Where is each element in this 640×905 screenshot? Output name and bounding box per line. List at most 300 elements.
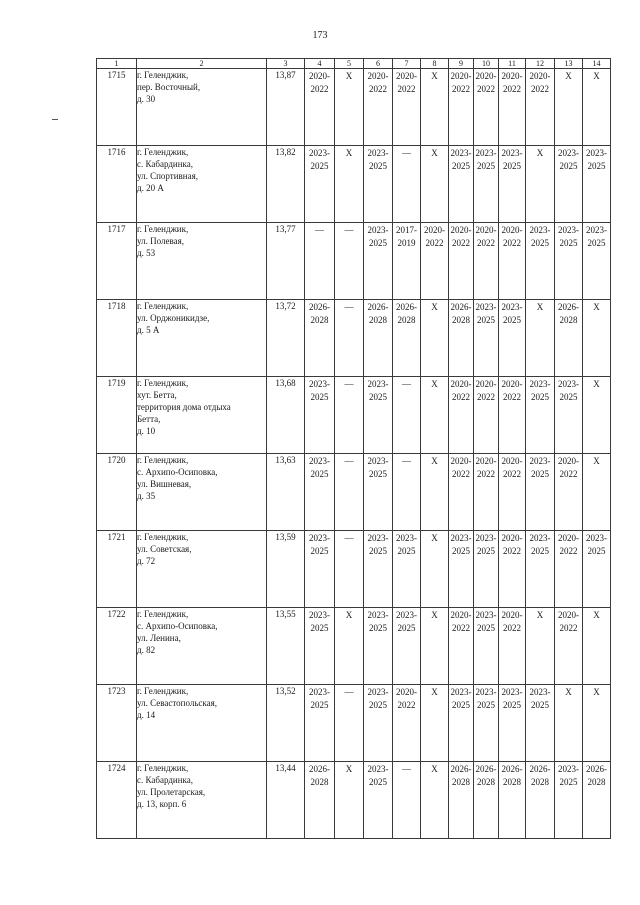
table-body	[97, 69, 611, 839]
address-line: д. 14	[137, 710, 156, 720]
period-cell	[364, 146, 393, 223]
period-cell	[555, 608, 583, 685]
period-cell	[526, 223, 555, 300]
column-number-row	[97, 59, 611, 69]
year-range-part: 2028	[587, 777, 606, 787]
year-range-part: 2025	[531, 238, 549, 248]
period-cell	[421, 531, 449, 608]
year-range-part: 2026-	[367, 302, 389, 312]
address-line: д. 35	[137, 491, 156, 501]
address-line: д. 30	[137, 94, 156, 104]
year-range-part: 2025	[587, 546, 606, 556]
area-value: 13,63	[267, 454, 305, 531]
year-range-part: 2022	[452, 623, 470, 633]
period-cell	[449, 146, 474, 223]
year-range-part: 2026-	[529, 764, 551, 774]
x-mark: X	[536, 610, 544, 620]
period-cell	[364, 223, 393, 300]
column-number: 2	[137, 59, 267, 69]
year-range-part: 2020-	[475, 379, 497, 389]
year-range-part: 2022	[559, 623, 578, 633]
address-cell	[137, 146, 267, 223]
row-number: 1717	[97, 223, 137, 300]
row-number: 1721	[97, 531, 137, 608]
address-line: ул. Орджоникидзе,	[137, 313, 210, 323]
address-line: г. Геленджик,	[137, 532, 189, 542]
row-number: 1720	[97, 454, 137, 531]
table-row	[97, 762, 611, 839]
year-range-part: 2025	[587, 238, 606, 248]
year-range-part: 2020-	[367, 71, 389, 81]
registry-table	[96, 58, 611, 839]
year-range-part: 2025	[531, 546, 549, 556]
year-range-part: 2022	[369, 84, 387, 94]
year-range-part: 2022	[503, 392, 521, 402]
period-cell	[555, 762, 583, 839]
address-line: ул. Севастопольская,	[137, 698, 218, 708]
column-number: 10	[474, 59, 499, 69]
year-range-part: 2025	[397, 623, 416, 633]
year-range-part: 2020-	[396, 71, 417, 81]
year-range-part: 2023-	[586, 225, 607, 235]
year-range-part: 2023-	[396, 533, 417, 543]
table-row	[97, 69, 611, 146]
period-cell	[335, 377, 364, 454]
area-value: 13,52	[267, 685, 305, 762]
period-cell	[555, 69, 583, 146]
period-cell	[474, 608, 499, 685]
year-range-part: 2023-	[367, 225, 389, 235]
year-range-part: 2023-	[529, 225, 551, 235]
year-range-part: 2023-	[558, 764, 579, 774]
year-range-part: 2023-	[309, 687, 330, 697]
period-cell	[421, 300, 449, 377]
year-range-part: 2028	[559, 315, 578, 325]
address-line: д. 53	[137, 248, 156, 258]
year-range-part: 2025	[369, 700, 387, 710]
period-cell	[335, 762, 364, 839]
column-number: 8	[421, 59, 449, 69]
address-line: хут. Бетта,	[137, 390, 177, 400]
period-cell	[583, 608, 611, 685]
year-range-part: 2028	[397, 315, 416, 325]
area-value: 13,44	[267, 762, 305, 839]
year-range-part: 2023-	[450, 533, 472, 543]
year-range-part: 2025	[397, 546, 416, 556]
address-line: ул. Ленина,	[137, 633, 181, 643]
period-cell	[335, 608, 364, 685]
year-range-part: 2025	[369, 392, 387, 402]
year-range-part: 2028	[310, 777, 329, 787]
period-cell	[555, 223, 583, 300]
column-number: 4	[305, 59, 335, 69]
dash-mark: —	[344, 533, 354, 543]
year-range-part: 2022	[477, 238, 495, 248]
period-cell	[393, 377, 421, 454]
year-range-part: 2026-	[558, 302, 579, 312]
address-line: г. Геленджик,	[137, 301, 189, 311]
period-cell	[499, 608, 526, 685]
column-number: 13	[555, 59, 583, 69]
year-range-part: 2022	[503, 238, 521, 248]
year-range-part: 2023-	[558, 225, 579, 235]
x-mark: X	[345, 610, 353, 620]
period-cell	[499, 69, 526, 146]
period-cell	[526, 685, 555, 762]
x-mark: X	[593, 302, 600, 312]
column-number: 5	[335, 59, 364, 69]
table-row	[97, 377, 611, 454]
period-cell	[526, 69, 555, 146]
address-line: г. Геленджик,	[137, 455, 189, 465]
table-row	[97, 685, 611, 762]
x-mark: X	[593, 610, 600, 620]
address-line: с. Кабардинка,	[137, 775, 194, 785]
period-cell	[364, 762, 393, 839]
year-range-part: 2025	[369, 623, 387, 633]
year-range-part: 2025	[559, 392, 578, 402]
period-cell	[305, 762, 335, 839]
row-number: 1722	[97, 608, 137, 685]
column-number: 6	[364, 59, 393, 69]
year-range-part: 2023-	[586, 148, 607, 158]
period-cell	[449, 762, 474, 839]
period-cell	[335, 454, 364, 531]
year-range-part: 2020-	[501, 533, 523, 543]
row-number: 1718	[97, 300, 137, 377]
x-mark: X	[431, 456, 438, 466]
period-cell	[335, 531, 364, 608]
year-range-part: 2022	[531, 84, 549, 94]
year-range-part: 2026-	[475, 764, 497, 774]
address-cell	[137, 531, 267, 608]
address-cell	[137, 608, 267, 685]
year-range-part: 2028	[477, 777, 495, 787]
x-mark: X	[431, 764, 438, 774]
address-line: г. Геленджик,	[137, 763, 189, 773]
period-cell	[526, 531, 555, 608]
period-cell	[526, 146, 555, 223]
year-range-part: 2025	[452, 546, 470, 556]
column-number: 12	[526, 59, 555, 69]
year-range-part: 2020-	[450, 379, 472, 389]
year-range-part: 2022	[452, 238, 470, 248]
year-range-part: 2020-	[501, 610, 523, 620]
year-range-part: 2025	[477, 700, 495, 710]
year-range-part: 2025	[310, 392, 329, 402]
x-mark: X	[431, 533, 438, 543]
period-cell	[526, 300, 555, 377]
period-cell	[449, 69, 474, 146]
x-mark: X	[345, 148, 353, 158]
table-row	[97, 454, 611, 531]
period-cell	[421, 685, 449, 762]
period-cell	[421, 608, 449, 685]
address-line: г. Геленджик,	[137, 378, 189, 388]
period-cell	[305, 454, 335, 531]
x-mark: X	[593, 456, 600, 466]
year-range-part: 2022	[397, 84, 416, 94]
period-cell	[421, 223, 449, 300]
year-range-part: 2023-	[367, 533, 389, 543]
year-range-part: 2022	[310, 84, 329, 94]
period-cell	[421, 146, 449, 223]
address-line: ул. Полевая,	[137, 236, 184, 246]
year-range-part: 2023-	[367, 456, 389, 466]
address-line: д. 72	[137, 556, 156, 566]
year-range-part: 2026-	[501, 764, 523, 774]
period-cell	[449, 608, 474, 685]
address-cell	[137, 762, 267, 839]
address-line: г. Геленджик,	[137, 147, 189, 157]
period-cell	[364, 608, 393, 685]
year-range-part: 2026-	[450, 302, 472, 312]
column-number: 9	[449, 59, 474, 69]
year-range-part: 2020-	[396, 687, 417, 697]
x-mark: X	[431, 687, 438, 697]
period-cell	[583, 300, 611, 377]
row-number: 1723	[97, 685, 137, 762]
year-range-part: 2023-	[309, 148, 330, 158]
year-range-part: 2023-	[367, 379, 389, 389]
address-line: г. Геленджик,	[137, 70, 189, 80]
year-range-part: 2026-	[309, 764, 330, 774]
year-range-part: 2023-	[558, 148, 579, 158]
year-range-part: 2022	[503, 623, 521, 633]
address-cell	[137, 69, 267, 146]
period-cell	[364, 531, 393, 608]
period-cell	[364, 300, 393, 377]
address-line: г. Геленджик,	[137, 686, 189, 696]
year-range-part: 2020-	[558, 533, 579, 543]
year-range-part: 2022	[452, 469, 470, 479]
address-cell	[137, 377, 267, 454]
period-cell	[499, 762, 526, 839]
year-range-part: 2025	[369, 161, 387, 171]
x-mark: X	[431, 379, 438, 389]
period-cell	[499, 454, 526, 531]
period-cell	[393, 531, 421, 608]
year-range-part: 2028	[369, 315, 387, 325]
dash-mark: —	[402, 456, 411, 466]
address-line: Бетта,	[137, 414, 161, 424]
area-value: 13,82	[267, 146, 305, 223]
period-cell	[526, 377, 555, 454]
year-range-part: 2025	[477, 315, 495, 325]
address-line: ул. Пролетарская,	[137, 787, 206, 797]
year-range-part: 2022	[425, 238, 444, 248]
x-mark: X	[431, 148, 438, 158]
year-range-part: 2020-	[475, 225, 497, 235]
address-line: г. Геленджик,	[137, 609, 189, 619]
year-range-part: 2020-	[501, 225, 523, 235]
address-line: д. 13, корп. 6	[137, 799, 187, 809]
year-range-part: 2020-	[475, 456, 497, 466]
period-cell	[305, 685, 335, 762]
address-line: ул. Спортивная,	[137, 171, 198, 181]
year-range-part: 2022	[559, 469, 578, 479]
year-range-part: 2025	[310, 546, 329, 556]
year-range-part: 2023-	[309, 533, 330, 543]
year-range-part: 2022	[559, 546, 578, 556]
table-row	[97, 300, 611, 377]
year-range-part: 2023-	[501, 302, 523, 312]
year-range-part: 2028	[531, 777, 549, 787]
period-cell	[474, 146, 499, 223]
x-mark: X	[345, 764, 353, 774]
x-mark: X	[431, 71, 438, 81]
period-cell	[305, 69, 335, 146]
period-cell	[449, 531, 474, 608]
period-cell	[449, 454, 474, 531]
year-range-part: 2020-	[309, 71, 330, 81]
column-number: 3	[267, 59, 305, 69]
address-line: д. 20 А	[137, 183, 164, 193]
period-cell	[421, 454, 449, 531]
period-cell	[449, 223, 474, 300]
period-cell	[421, 762, 449, 839]
year-range-part: 2023-	[309, 379, 330, 389]
period-cell	[526, 454, 555, 531]
period-cell	[474, 69, 499, 146]
dash-mark: —	[402, 379, 411, 389]
row-number: 1719	[97, 377, 137, 454]
year-range-part: 2020-	[475, 71, 497, 81]
period-cell	[305, 608, 335, 685]
year-range-part: 2022	[452, 392, 470, 402]
year-range-part: 2020-	[450, 71, 472, 81]
column-number: 11	[499, 59, 526, 69]
dash-mark: —	[344, 687, 354, 697]
year-range-part: 2022	[397, 700, 416, 710]
period-cell	[393, 685, 421, 762]
year-range-part: 2025	[559, 161, 578, 171]
year-range-part: 2028	[310, 315, 329, 325]
period-cell	[499, 685, 526, 762]
address-cell	[137, 685, 267, 762]
period-cell	[364, 454, 393, 531]
address-line: г. Геленджик,	[137, 224, 189, 234]
year-range-part: 2025	[310, 623, 329, 633]
period-cell	[583, 223, 611, 300]
year-range-part: 2028	[452, 315, 470, 325]
year-range-part: 2025	[531, 392, 549, 402]
period-cell	[335, 300, 364, 377]
period-cell	[421, 377, 449, 454]
period-cell	[474, 377, 499, 454]
row-number: 1715	[97, 69, 137, 146]
period-cell	[335, 146, 364, 223]
dash-mark: —	[344, 379, 354, 389]
period-cell	[474, 300, 499, 377]
period-cell	[335, 685, 364, 762]
period-cell	[305, 223, 335, 300]
period-cell	[305, 377, 335, 454]
year-range-part: 2023-	[450, 148, 472, 158]
year-range-part: 2025	[310, 700, 329, 710]
year-range-part: 2022	[477, 84, 495, 94]
year-range-part: 2022	[452, 84, 470, 94]
year-range-part: 2025	[310, 161, 329, 171]
year-range-part: 2028	[452, 777, 470, 787]
period-cell	[393, 69, 421, 146]
year-range-part: 2023-	[367, 148, 389, 158]
year-range-part: 2026-	[586, 764, 607, 774]
year-range-part: 2020-	[501, 71, 523, 81]
period-cell	[474, 223, 499, 300]
area-value: 13,87	[267, 69, 305, 146]
year-range-part: 2019	[397, 238, 416, 248]
period-cell	[364, 685, 393, 762]
year-range-part: 2023-	[475, 533, 497, 543]
period-cell	[393, 146, 421, 223]
year-range-part: 2023-	[501, 148, 523, 158]
dash-mark: —	[344, 456, 354, 466]
area-value: 13,55	[267, 608, 305, 685]
year-range-part: 2025	[477, 161, 495, 171]
year-range-part: 2025	[452, 161, 470, 171]
year-range-part: 2023-	[475, 302, 497, 312]
period-cell	[555, 454, 583, 531]
x-mark: X	[431, 610, 438, 620]
x-mark: X	[431, 302, 438, 312]
year-range-part: 2025	[503, 700, 521, 710]
x-mark: X	[593, 71, 600, 81]
period-cell	[474, 685, 499, 762]
year-range-part: 2020-	[450, 225, 472, 235]
dash-mark: —	[344, 302, 354, 312]
period-cell	[499, 223, 526, 300]
period-cell	[305, 531, 335, 608]
period-cell	[449, 300, 474, 377]
year-range-part: 2023-	[309, 610, 330, 620]
year-range-part: 2025	[587, 161, 606, 171]
year-range-part: 2025	[559, 238, 578, 248]
year-range-part: 2025	[503, 161, 521, 171]
year-range-part: 2025	[531, 469, 549, 479]
year-range-part: 2025	[369, 777, 387, 787]
address-line: ул. Советская,	[137, 544, 192, 554]
year-range-part: 2023-	[367, 610, 389, 620]
period-cell	[474, 531, 499, 608]
x-mark: X	[593, 379, 600, 389]
year-range-part: 2025	[369, 238, 387, 248]
column-number: 7	[393, 59, 421, 69]
x-mark: X	[565, 687, 572, 697]
year-range-part: 2025	[452, 700, 470, 710]
period-cell	[583, 762, 611, 839]
year-range-part: 2026-	[396, 302, 417, 312]
area-value: 13,68	[267, 377, 305, 454]
period-cell	[499, 377, 526, 454]
period-cell	[393, 762, 421, 839]
year-range-part: 2026-	[450, 764, 472, 774]
year-range-part: 2020-	[501, 456, 523, 466]
x-mark: X	[345, 71, 353, 81]
period-cell	[499, 531, 526, 608]
year-range-part: 2020-	[529, 71, 551, 81]
period-cell	[583, 69, 611, 146]
period-cell	[555, 146, 583, 223]
period-cell	[555, 377, 583, 454]
address-line: территория дома отдыха	[137, 402, 231, 412]
period-cell	[421, 69, 449, 146]
dash-mark: —	[402, 764, 411, 774]
year-range-part: 2025	[559, 777, 578, 787]
period-cell	[474, 762, 499, 839]
x-mark: X	[565, 71, 572, 81]
period-cell	[305, 146, 335, 223]
